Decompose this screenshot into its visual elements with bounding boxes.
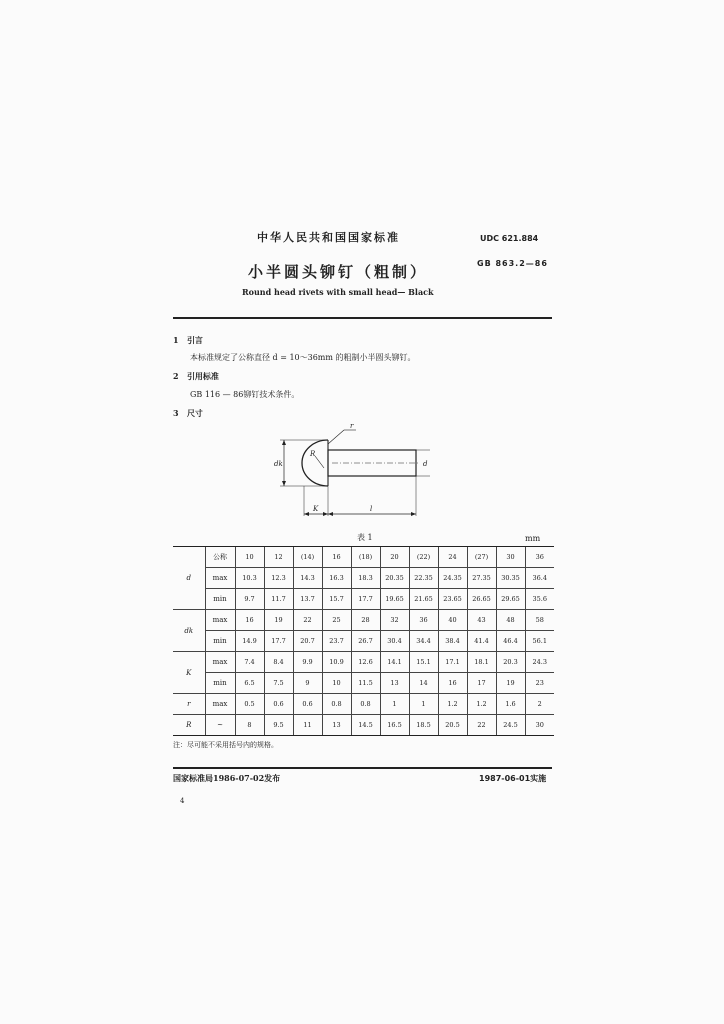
table-cell: 19 — [496, 673, 525, 694]
document-title-english: Round head rivets with small head— Black — [242, 287, 434, 297]
table-cell: 27.35 — [467, 568, 496, 589]
table-limit-cell: max — [205, 652, 235, 673]
table-cell: 0.6 — [293, 694, 322, 715]
radius-R-label: R — [310, 450, 316, 458]
table-symbol-cell: K — [173, 652, 205, 694]
table-cell: 29.65 — [496, 589, 525, 610]
table-row — [173, 715, 554, 736]
table-cell: 30 — [525, 715, 554, 736]
table-cell: 16.5 — [380, 715, 409, 736]
table-limit-cell: min — [205, 589, 235, 610]
table-cell: 20.5 — [438, 715, 467, 736]
table-cell: 16.3 — [322, 568, 351, 589]
standard-number: GB 863.2—86 — [477, 259, 548, 268]
table-cell: 22 — [467, 715, 496, 736]
table-cell: 14.1 — [380, 652, 409, 673]
length-label: l — [370, 505, 373, 513]
table-cell: 26.7 — [351, 631, 380, 652]
table-cell: 20.7 — [293, 631, 322, 652]
table-limit-cell: max — [205, 610, 235, 631]
table-limit-cell: max — [205, 694, 235, 715]
table-cell: 11.7 — [264, 589, 293, 610]
table-cell: 35.6 — [525, 589, 554, 610]
document-title: 小半圆头铆钉（粗制） — [248, 263, 429, 281]
table-cell: 1 — [380, 694, 409, 715]
table-cell: 15.7 — [322, 589, 351, 610]
table-caption: 表 1 — [357, 533, 373, 542]
table-cell: (18) — [351, 547, 380, 568]
table-cell: 9.9 — [293, 652, 322, 673]
table-cell: 30.4 — [380, 631, 409, 652]
table-cell: 25 — [322, 610, 351, 631]
table-cell: (22) — [409, 547, 438, 568]
table-cell: 12 — [264, 547, 293, 568]
section-1-heading: 1 引言 — [173, 335, 203, 345]
shank-diameter-label: d — [423, 460, 428, 468]
table-cell: 36 — [409, 610, 438, 631]
table-cell: 6.5 — [235, 673, 264, 694]
table-cell: 0.8 — [351, 694, 380, 715]
section-2-heading: 2 引用标准 — [173, 371, 219, 381]
table-symbol-cell: R — [173, 715, 205, 736]
table-cell: 15.1 — [409, 652, 438, 673]
table-cell: 43 — [467, 610, 496, 631]
table-cell: 16 — [322, 547, 351, 568]
table-cell: 30.35 — [496, 568, 525, 589]
table-cell: 1.2 — [438, 694, 467, 715]
table-symbol-cell: r — [173, 694, 205, 715]
table-cell: 19 — [264, 610, 293, 631]
section-1-body: 本标准规定了公称直径 d = 10～36mm 的粗制小半圆头铆钉。 — [190, 353, 416, 362]
table-cell: 23.7 — [322, 631, 351, 652]
table-symbol-cell: d — [173, 547, 205, 610]
table-unit: mm — [525, 534, 541, 543]
table-symbol-cell: dk — [173, 610, 205, 652]
issuing-organization: 中华人民共和国国家标准 — [257, 231, 400, 244]
table-cell: 21.65 — [409, 589, 438, 610]
table-cell: 1.6 — [496, 694, 525, 715]
rivet-drawing — [270, 422, 430, 520]
table-cell: 10.9 — [322, 652, 351, 673]
table-cell: (14) — [293, 547, 322, 568]
table-cell: (27) — [467, 547, 496, 568]
table-cell: 7.5 — [264, 673, 293, 694]
table-row — [173, 547, 554, 568]
table-cell: 24 — [438, 547, 467, 568]
table-limit-cell: ~ — [205, 715, 235, 736]
table-cell: 20.35 — [380, 568, 409, 589]
table-cell: 1 — [409, 694, 438, 715]
table-cell: 18.1 — [467, 652, 496, 673]
table-cell: 58 — [525, 610, 554, 631]
table-cell: 26.65 — [467, 589, 496, 610]
table-cell: 34.4 — [409, 631, 438, 652]
head-height-label: K — [313, 505, 319, 513]
table-row — [173, 610, 554, 631]
table-cell: 56.1 — [525, 631, 554, 652]
table-row — [173, 673, 554, 694]
table-cell: 18.5 — [409, 715, 438, 736]
table-note: 注：尽可能不采用括号内的规格。 — [173, 741, 278, 749]
table-limit-cell: min — [205, 631, 235, 652]
table-cell: 23 — [525, 673, 554, 694]
table-cell: 13.7 — [293, 589, 322, 610]
table-cell: 14.5 — [351, 715, 380, 736]
table-cell: 7.4 — [235, 652, 264, 673]
table-cell: 9.7 — [235, 589, 264, 610]
table-cell: 17 — [467, 673, 496, 694]
footer-rule — [173, 767, 552, 769]
table-cell: 1.2 — [467, 694, 496, 715]
table-cell: 10 — [322, 673, 351, 694]
table-cell: 8.4 — [264, 652, 293, 673]
table-cell: 10 — [235, 547, 264, 568]
table-cell: 0.8 — [322, 694, 351, 715]
table-cell: 30 — [496, 547, 525, 568]
dimension-table — [173, 546, 554, 736]
table-row — [173, 694, 554, 715]
table-row — [173, 631, 554, 652]
table-cell: 22.35 — [409, 568, 438, 589]
page-number: 4 — [180, 797, 185, 805]
table-cell: 23.65 — [438, 589, 467, 610]
table-cell: 18.3 — [351, 568, 380, 589]
table-cell: 9.5 — [264, 715, 293, 736]
table-limit-cell: 公称 — [205, 547, 235, 568]
header-rule — [173, 317, 552, 319]
table-row — [173, 568, 554, 589]
table-cell: 36 — [525, 547, 554, 568]
table-limit-cell: max — [205, 568, 235, 589]
table-cell: 12.6 — [351, 652, 380, 673]
table-cell: 12.3 — [264, 568, 293, 589]
table-cell: 10.3 — [235, 568, 264, 589]
table-cell: 40 — [438, 610, 467, 631]
table-cell: 41.4 — [467, 631, 496, 652]
head-diameter-label: dk — [274, 460, 283, 468]
table-cell: 38.4 — [438, 631, 467, 652]
implementation-date: 1987-06-01实施 — [479, 774, 547, 783]
table-cell: 13 — [380, 673, 409, 694]
table-cell: 17.7 — [264, 631, 293, 652]
table-cell: 20 — [380, 547, 409, 568]
table-cell: 24.35 — [438, 568, 467, 589]
table-cell: 20.3 — [496, 652, 525, 673]
table-row — [173, 652, 554, 673]
udc-code: UDC 621.884 — [480, 234, 539, 243]
table-cell: 36.4 — [525, 568, 554, 589]
table-cell: 8 — [235, 715, 264, 736]
table-cell: 28 — [351, 610, 380, 631]
table-cell: 17.7 — [351, 589, 380, 610]
section-3-heading: 3 尺寸 — [173, 408, 203, 418]
table-cell: 13 — [322, 715, 351, 736]
table-cell: 19.65 — [380, 589, 409, 610]
table-cell: 16 — [438, 673, 467, 694]
table-cell: 0.6 — [264, 694, 293, 715]
table-cell: 16 — [235, 610, 264, 631]
table-cell: 32 — [380, 610, 409, 631]
table-limit-cell: min — [205, 673, 235, 694]
table-cell: 46.4 — [496, 631, 525, 652]
section-2-body: GB 116 — 86铆钉技术条件。 — [190, 390, 300, 399]
table-cell: 0.5 — [235, 694, 264, 715]
table-cell: 14.3 — [293, 568, 322, 589]
table-cell: 9 — [293, 673, 322, 694]
table-cell: 48 — [496, 610, 525, 631]
table-cell: 2 — [525, 694, 554, 715]
publication-date: 国家标准局1986-07-02发布 — [173, 773, 281, 783]
table-cell: 24.3 — [525, 652, 554, 673]
radius-r-label: r — [350, 422, 354, 430]
table-cell: 14.9 — [235, 631, 264, 652]
table-cell: 11 — [293, 715, 322, 736]
table-cell: 22 — [293, 610, 322, 631]
table-cell: 24.5 — [496, 715, 525, 736]
table-cell: 17.1 — [438, 652, 467, 673]
table-cell: 11.5 — [351, 673, 380, 694]
table-cell: 14 — [409, 673, 438, 694]
table-row — [173, 589, 554, 610]
